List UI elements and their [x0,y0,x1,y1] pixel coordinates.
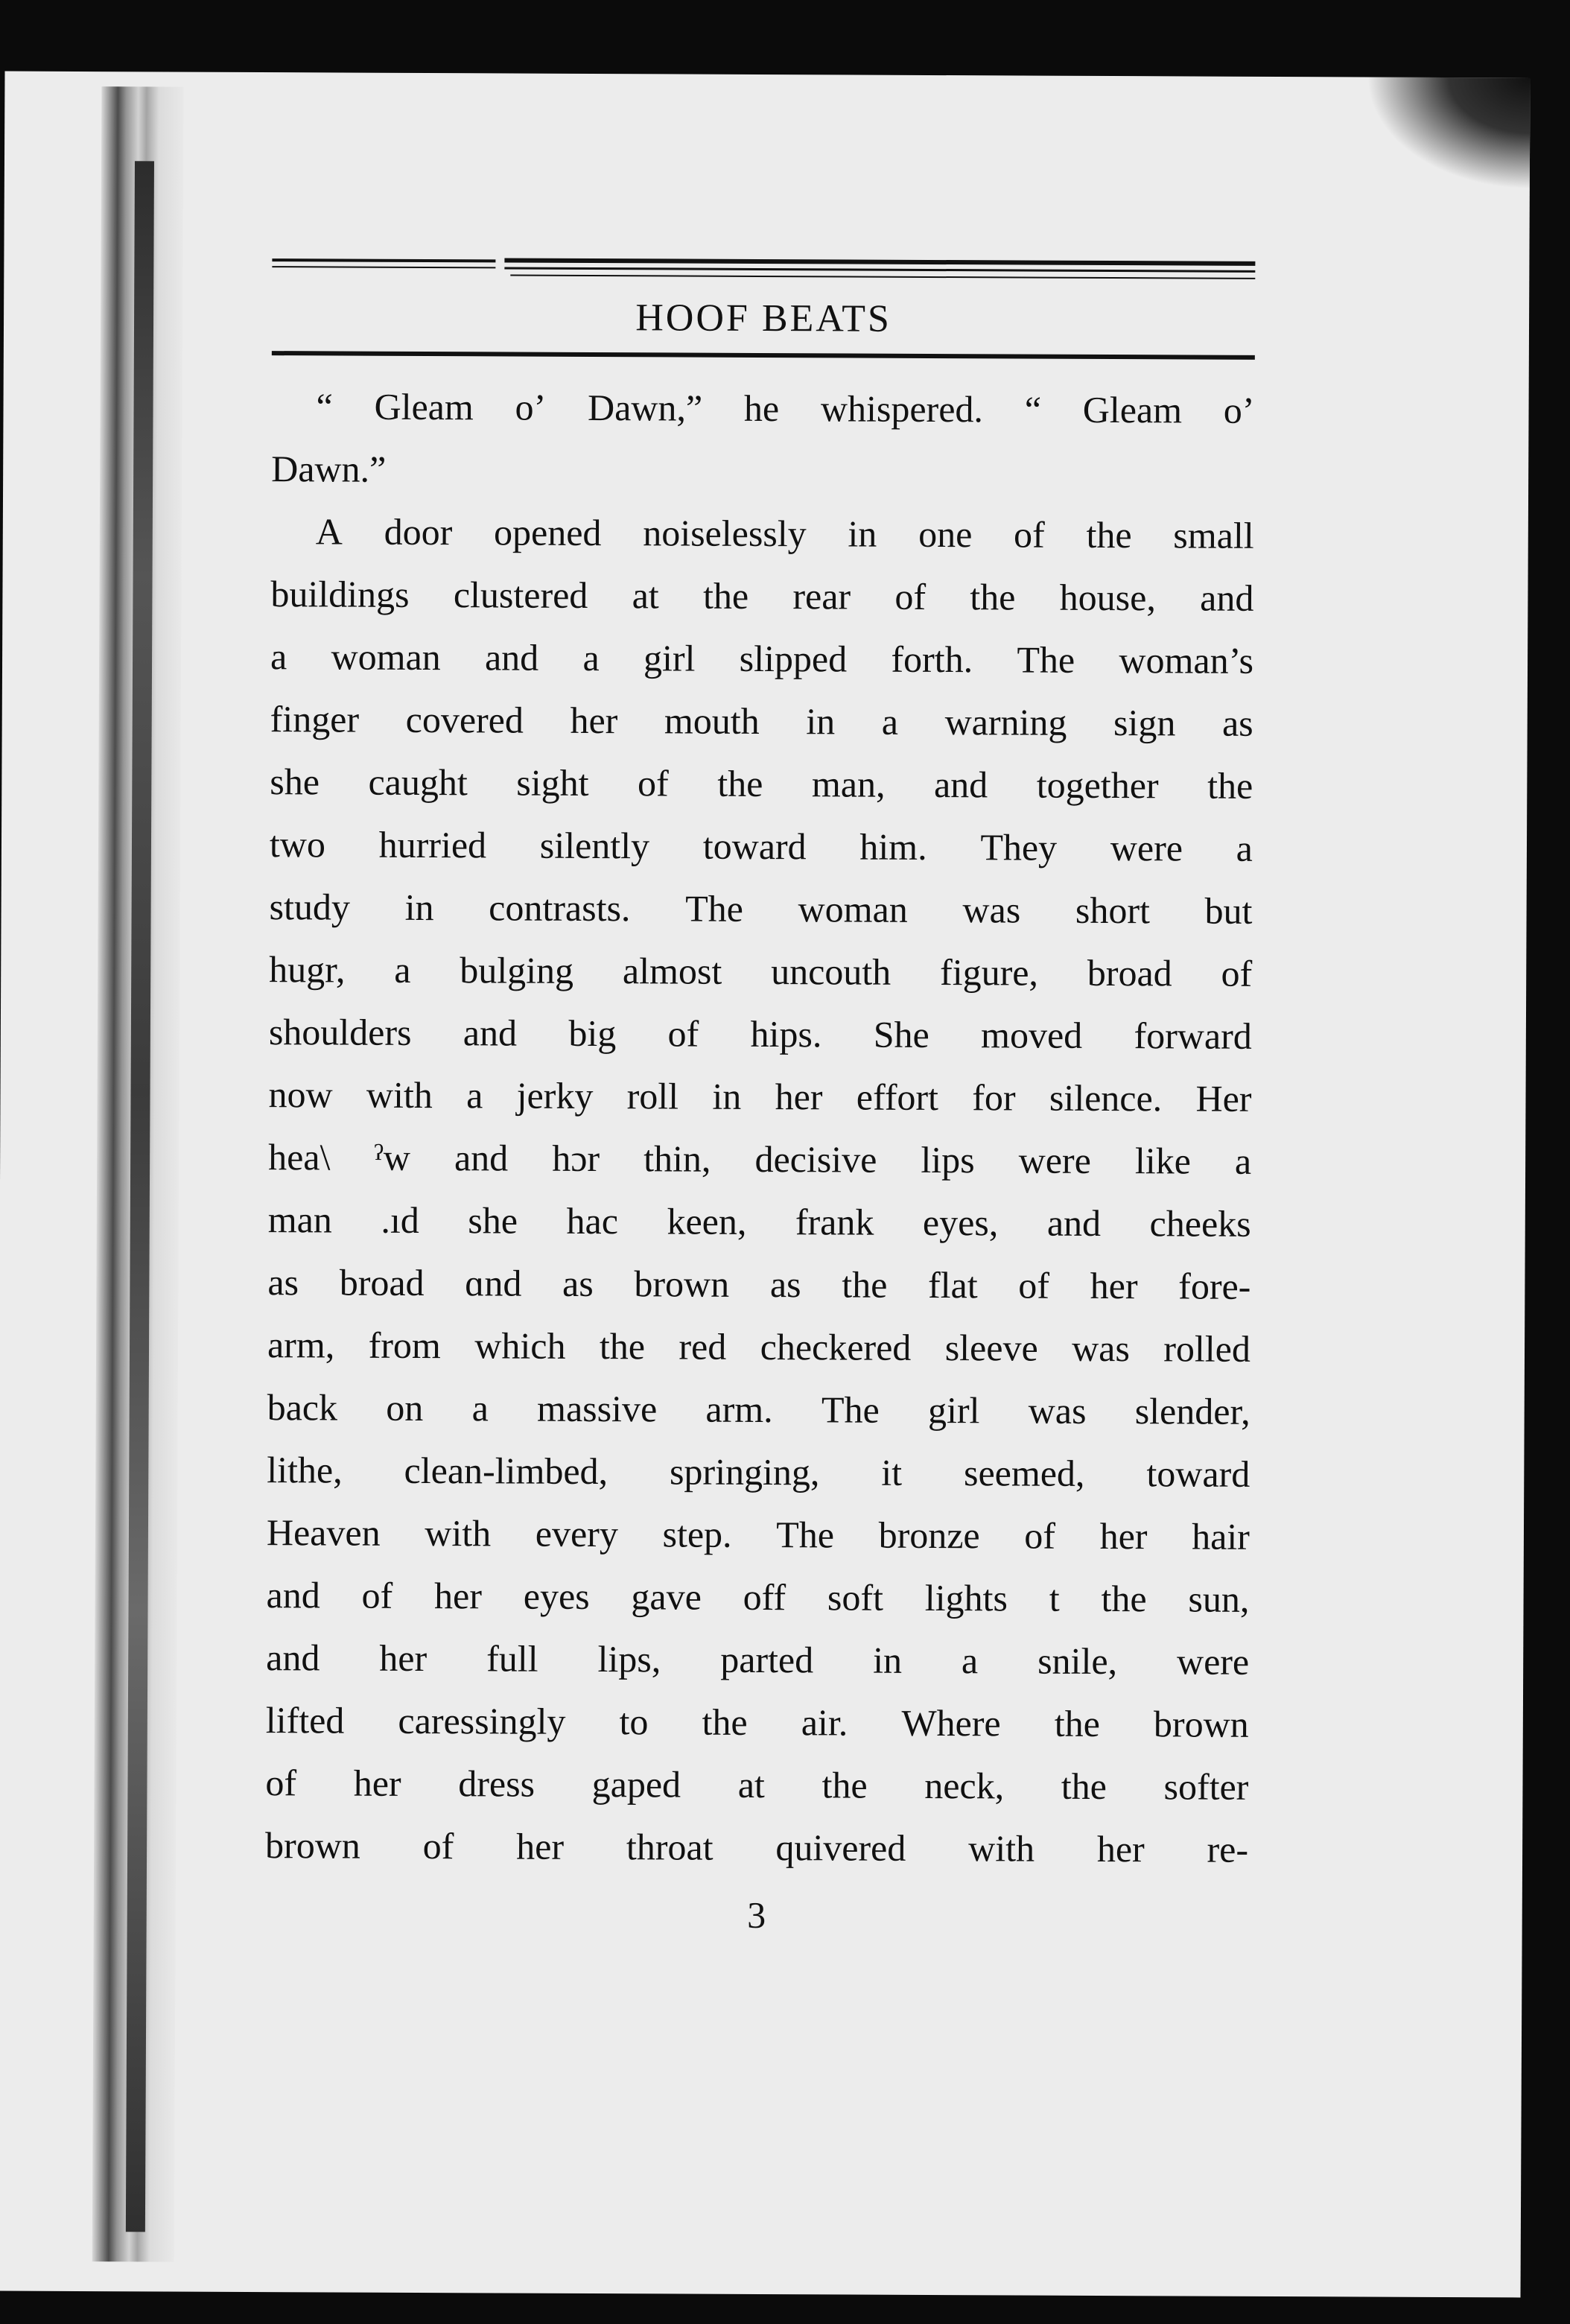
word: slipped [739,637,848,680]
word: she [468,1199,518,1242]
word: the [842,1263,888,1306]
word: soft [827,1576,884,1619]
word: but [1204,889,1253,932]
word: and [266,1636,320,1679]
word: keen, [667,1200,747,1242]
word: sleeve [944,1327,1038,1369]
word: a [270,635,287,678]
word: study [269,886,351,928]
word: o’ [515,386,547,428]
word: of [1221,952,1253,994]
header-double-rule [272,251,1255,285]
word: buildings [270,573,410,615]
text-line [267,1376,1250,1443]
word: broad [1087,951,1172,994]
word: .ıd [381,1198,419,1241]
word: t [1049,1577,1060,1619]
word: from [368,1324,442,1367]
word: frank [795,1201,874,1243]
text-line [267,1438,1250,1505]
word: big [568,1012,617,1055]
word: rolled [1163,1327,1251,1370]
word: hair [1192,1515,1250,1558]
word: girl [927,1388,980,1432]
word: woman’s [1119,639,1254,682]
word: step. [662,1513,732,1555]
word: parted [720,1638,814,1681]
word: one [918,512,973,556]
word: air. [801,1701,848,1744]
word: and [1200,577,1254,619]
word: a [466,1074,483,1117]
word: full [486,1637,538,1680]
word: re- [1207,1828,1249,1870]
word: were [1176,1640,1250,1683]
header-rule-segment [510,275,1255,279]
word: of [1018,1264,1050,1307]
word: with [366,1073,433,1117]
word: were [1018,1139,1091,1181]
word: cheeks [1149,1202,1251,1245]
word: the [1207,764,1253,807]
word: hac [566,1199,619,1242]
text-line [265,1814,1248,1881]
paragraph [271,375,1255,504]
word: hurried [378,823,487,866]
text-line [266,1689,1249,1756]
word: a [394,948,411,991]
word: in [848,512,877,555]
word: and [463,1012,518,1054]
word: short [1075,889,1151,932]
word: which [474,1324,566,1367]
word: of [638,762,669,804]
word: silence. [1049,1076,1163,1120]
word: hugr, [269,948,346,991]
word: her [1090,1264,1138,1307]
word: her [353,1762,401,1804]
word: small [1173,514,1254,556]
text-line [270,562,1253,629]
word: contrasts. [489,886,631,930]
text-line [268,1126,1251,1193]
word: fore- [1178,1265,1251,1307]
word: The [685,887,744,930]
word: with [968,1827,1035,1870]
word: Her [1195,1077,1252,1120]
word: Where [901,1701,1001,1744]
word: lips [921,1138,975,1181]
word: as [1221,702,1253,744]
word: dress [458,1762,535,1805]
word: neck, [924,1764,1005,1807]
word: the [970,576,1016,618]
word: with [425,1512,492,1555]
page-number: 3 [747,1893,766,1937]
text-line [270,750,1253,817]
body-text [265,375,1255,1881]
text-line [270,813,1253,880]
word: and [933,763,988,806]
word: on [386,1386,424,1429]
text-line [269,938,1252,1005]
word: thin, [643,1137,711,1180]
word: jerky [516,1074,594,1117]
word: opened [493,511,602,554]
word: effort [856,1076,939,1119]
word: finger [270,698,360,740]
book-page [0,72,1530,2298]
word: a [1234,1140,1252,1182]
word: her [570,699,618,742]
word: at [737,1763,765,1806]
word: rear [792,575,851,617]
word: covered [405,698,524,741]
word: springing, [669,1450,820,1493]
word: a [471,1387,489,1429]
word: noiselessly [643,512,807,555]
word: the [821,1764,868,1806]
word: Gleam [1082,388,1183,431]
word: two [269,823,326,866]
text-line [267,1251,1250,1318]
word: girl [643,637,696,679]
word: ɑnd [465,1262,522,1304]
word: The [821,1388,880,1431]
word: shoulders [268,1011,412,1053]
word: of [667,1012,699,1055]
word: her [1096,1827,1145,1870]
word: bronze [878,1514,980,1557]
word: the [702,1701,748,1743]
word: as [562,1262,594,1305]
word: quivered [775,1826,906,1869]
word: like [1134,1140,1191,1182]
text-line [271,500,1254,567]
word: softer [1163,1765,1249,1808]
paragraph [265,500,1254,1881]
word: and [1046,1201,1102,1244]
text-line: Dawn.” [271,448,387,490]
word: bulging [460,949,574,991]
word: of [1024,1514,1056,1557]
word: the [1101,1577,1147,1620]
word: She [873,1013,929,1055]
word: mouth [664,699,760,742]
word: as [769,1263,801,1306]
word: lips, [597,1638,661,1680]
word: him. [859,825,927,868]
word: a [881,700,899,743]
word: o’ [1223,389,1255,431]
word: arm. [705,1388,773,1431]
word: figure, [939,951,1039,994]
word: her [775,1076,823,1118]
word: the [1054,1702,1100,1744]
word: her [516,1825,565,1867]
word: a [1236,827,1253,869]
word: of [894,575,927,617]
word: sign [1113,702,1176,744]
word: and [266,1574,320,1616]
word: hɔr [552,1137,600,1180]
word: the [1061,1765,1107,1808]
word: moved [981,1014,1083,1056]
word: in [806,700,836,743]
word: at [632,574,659,617]
text-line [271,375,1254,442]
word: toward [702,825,807,868]
word: gaped [591,1763,681,1806]
word: woman [798,888,908,930]
word: a [961,1639,979,1682]
word: clean-limbed, [404,1449,608,1493]
word: in [873,1639,903,1681]
word: brown [634,1263,730,1305]
word: the [599,1325,646,1368]
text-line [268,1188,1251,1255]
word: brown [265,1824,361,1867]
word: of [422,1825,454,1867]
word: back [267,1386,338,1429]
page-corner-shadow [1366,77,1531,190]
text-line [265,1751,1248,1818]
header-rule-segment [272,266,495,268]
word: he [743,387,780,430]
running-head: HOOF BEATS [635,296,892,340]
word: roll [626,1075,679,1117]
word: hea\ [268,1136,331,1178]
word: the [702,574,749,617]
header-rule-segment [272,258,495,262]
word: the [1086,513,1132,556]
word: door [384,510,453,553]
word: lithe, [267,1449,343,1491]
word: “ [1024,388,1042,431]
word: her [434,1575,483,1617]
word: caught [368,761,468,804]
text-line [270,625,1253,692]
word: forward [1134,1015,1252,1057]
word: together [1036,763,1159,807]
word: checkered [760,1325,912,1368]
text-line [266,1626,1249,1693]
word: as [267,1261,299,1304]
word: broad [339,1261,425,1304]
word: was [962,889,1021,931]
word: it [881,1451,903,1493]
word: lights [924,1576,1008,1619]
word: and [454,1137,509,1179]
word: whispered. [820,387,984,431]
word: throat [626,1826,714,1868]
word: snile, [1037,1639,1118,1683]
word: gave [631,1575,702,1618]
word: woman [331,635,441,679]
word: now [268,1073,333,1116]
word: red [678,1325,727,1368]
word: “ [316,385,333,428]
word: sun, [1188,1578,1250,1620]
word: forth. [891,638,973,681]
word: almost [622,950,722,992]
word: house, [1059,576,1157,619]
word: man [267,1198,333,1241]
word: was [1072,1327,1131,1370]
word: hips. [750,1012,822,1055]
text-line [269,875,1252,942]
word: of [361,1574,393,1616]
word: flat [927,1263,978,1307]
word: They [980,826,1058,869]
word: silently [539,824,650,867]
word: A [315,510,343,553]
word: warning [944,701,1067,743]
word: clustered [453,574,588,616]
text-line [267,1313,1250,1380]
word: lifted [265,1699,345,1742]
text-line [269,1000,1252,1067]
word: slender, [1134,1390,1250,1432]
word: sight [516,761,589,804]
word: toward [1146,1452,1250,1495]
word: she [270,761,320,803]
word: Dawn,” [587,386,703,429]
word: her [379,1636,428,1680]
header-rule-segment [504,267,1255,272]
word: decisive [754,1137,877,1181]
text-line [270,688,1253,755]
word: off [743,1575,786,1619]
word: was [1028,1389,1087,1432]
word: The [776,1514,835,1556]
word: caressingly [398,1699,566,1742]
text-line [267,1501,1250,1568]
word: a [582,636,600,679]
word: the [717,762,763,804]
word: eyes [523,1575,590,1617]
word: in [404,886,434,929]
word: Gleam [374,385,474,428]
word: her [1099,1514,1148,1558]
word: eyes, [922,1201,999,1244]
word: in [712,1075,742,1117]
header-bottom-rule [272,351,1255,360]
text-line [266,1563,1249,1631]
header-rule-segment [504,258,1255,265]
word: for [972,1076,1016,1119]
word: of [265,1762,297,1804]
word: seemed, [963,1452,1085,1494]
word: every [535,1512,619,1555]
word: The [1017,638,1075,681]
text-line [268,1063,1251,1130]
word: brown [1153,1703,1249,1745]
word: massive [537,1387,658,1430]
word: man, [811,763,886,805]
page-content [265,251,1256,1939]
word: to [619,1701,649,1743]
word: arm, [267,1324,335,1366]
word: and [484,636,539,679]
word: were [1110,827,1183,869]
word: ˀw [374,1136,411,1178]
word: uncouth [771,950,892,993]
word: of [1013,513,1045,556]
word: Heaven [266,1511,381,1554]
